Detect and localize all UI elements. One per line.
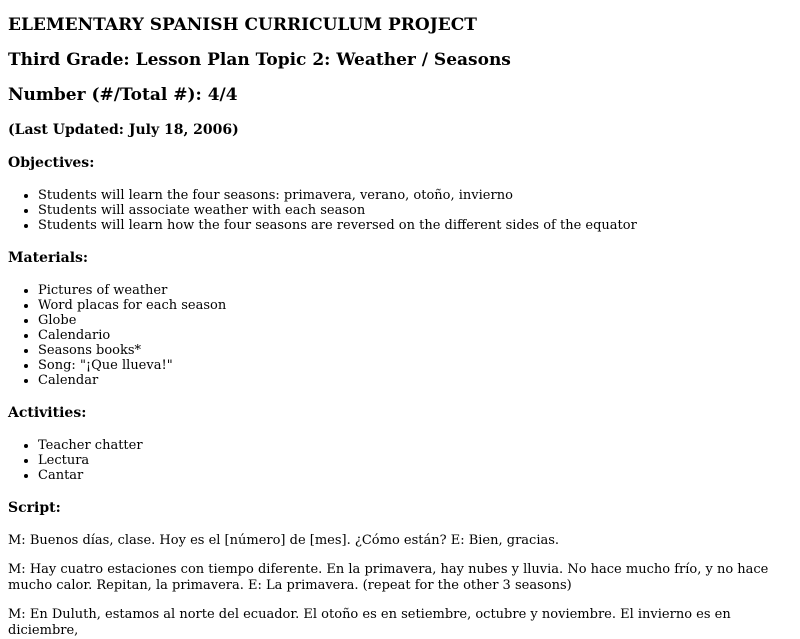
objectives-list-item: • Students will associate weather with each season xyxy=(38,203,792,218)
activities-list xyxy=(8,438,792,483)
activities-list-item: • Cantar xyxy=(38,468,792,483)
materials-list-item: • Globe xyxy=(38,313,792,328)
materials-list xyxy=(8,283,792,388)
document-title: ELEMENTARY SPANISH CURRICULUM PROJECT xyxy=(8,15,477,35)
materials-list-item: • Pictures of weather xyxy=(38,283,792,298)
objectives-list-item: • Students will learn the four seasons: primavera, verano, otoño, invierno xyxy=(38,188,792,203)
document-body xyxy=(0,15,800,639)
objectives-heading: Objectives: xyxy=(8,155,95,171)
materials-heading: Materials: xyxy=(8,250,89,266)
last-updated-line: (Last Updated: July 18, 2006) xyxy=(8,122,239,138)
activities-list-item: • Teacher chatter xyxy=(38,438,792,453)
lesson-number-line: Number (#/Total #): 4/4 xyxy=(8,85,238,105)
activities-heading: Activities: xyxy=(8,405,87,421)
document-page xyxy=(0,15,800,638)
script-heading: Script: xyxy=(8,500,61,516)
materials-list-item: • Word placas for each season xyxy=(38,298,792,313)
script-paragraph: M: Buenos días, clase. Hoy es el [número] de [mes]. ¿Cómo están? E: Bien, gracias. xyxy=(8,533,560,548)
materials-list-item: • Calendar xyxy=(38,373,792,388)
script-paragraph: M: En Duluth, estamos al norte del ecuador. El otoño es en setiembre, octubre y noviembre. El invierno es en diciembre, xyxy=(8,607,731,638)
objectives-list xyxy=(8,188,792,233)
script-paragraph: M: Hay cuatro estaciones con tiempo diferente. En la primavera, hay nubes y lluvia. No hace mucho frío, y no hace mucho calor. Repitan, la primavera. E: La primavera. (repeat for the other 3 seasons) xyxy=(8,562,769,593)
activities-list-item: • Lectura xyxy=(38,453,792,468)
document-subtitle: Third Grade: Lesson Plan Topic 2: Weather / Seasons xyxy=(8,50,511,70)
materials-list-item: • Song: "¡Que llueva!" xyxy=(38,358,792,373)
objectives-list-item: • Students will learn how the four seasons are reversed on the different sides of the equator xyxy=(38,218,792,233)
materials-list-item: • Seasons books* xyxy=(38,343,792,358)
materials-list-item: • Calendario xyxy=(38,328,792,343)
